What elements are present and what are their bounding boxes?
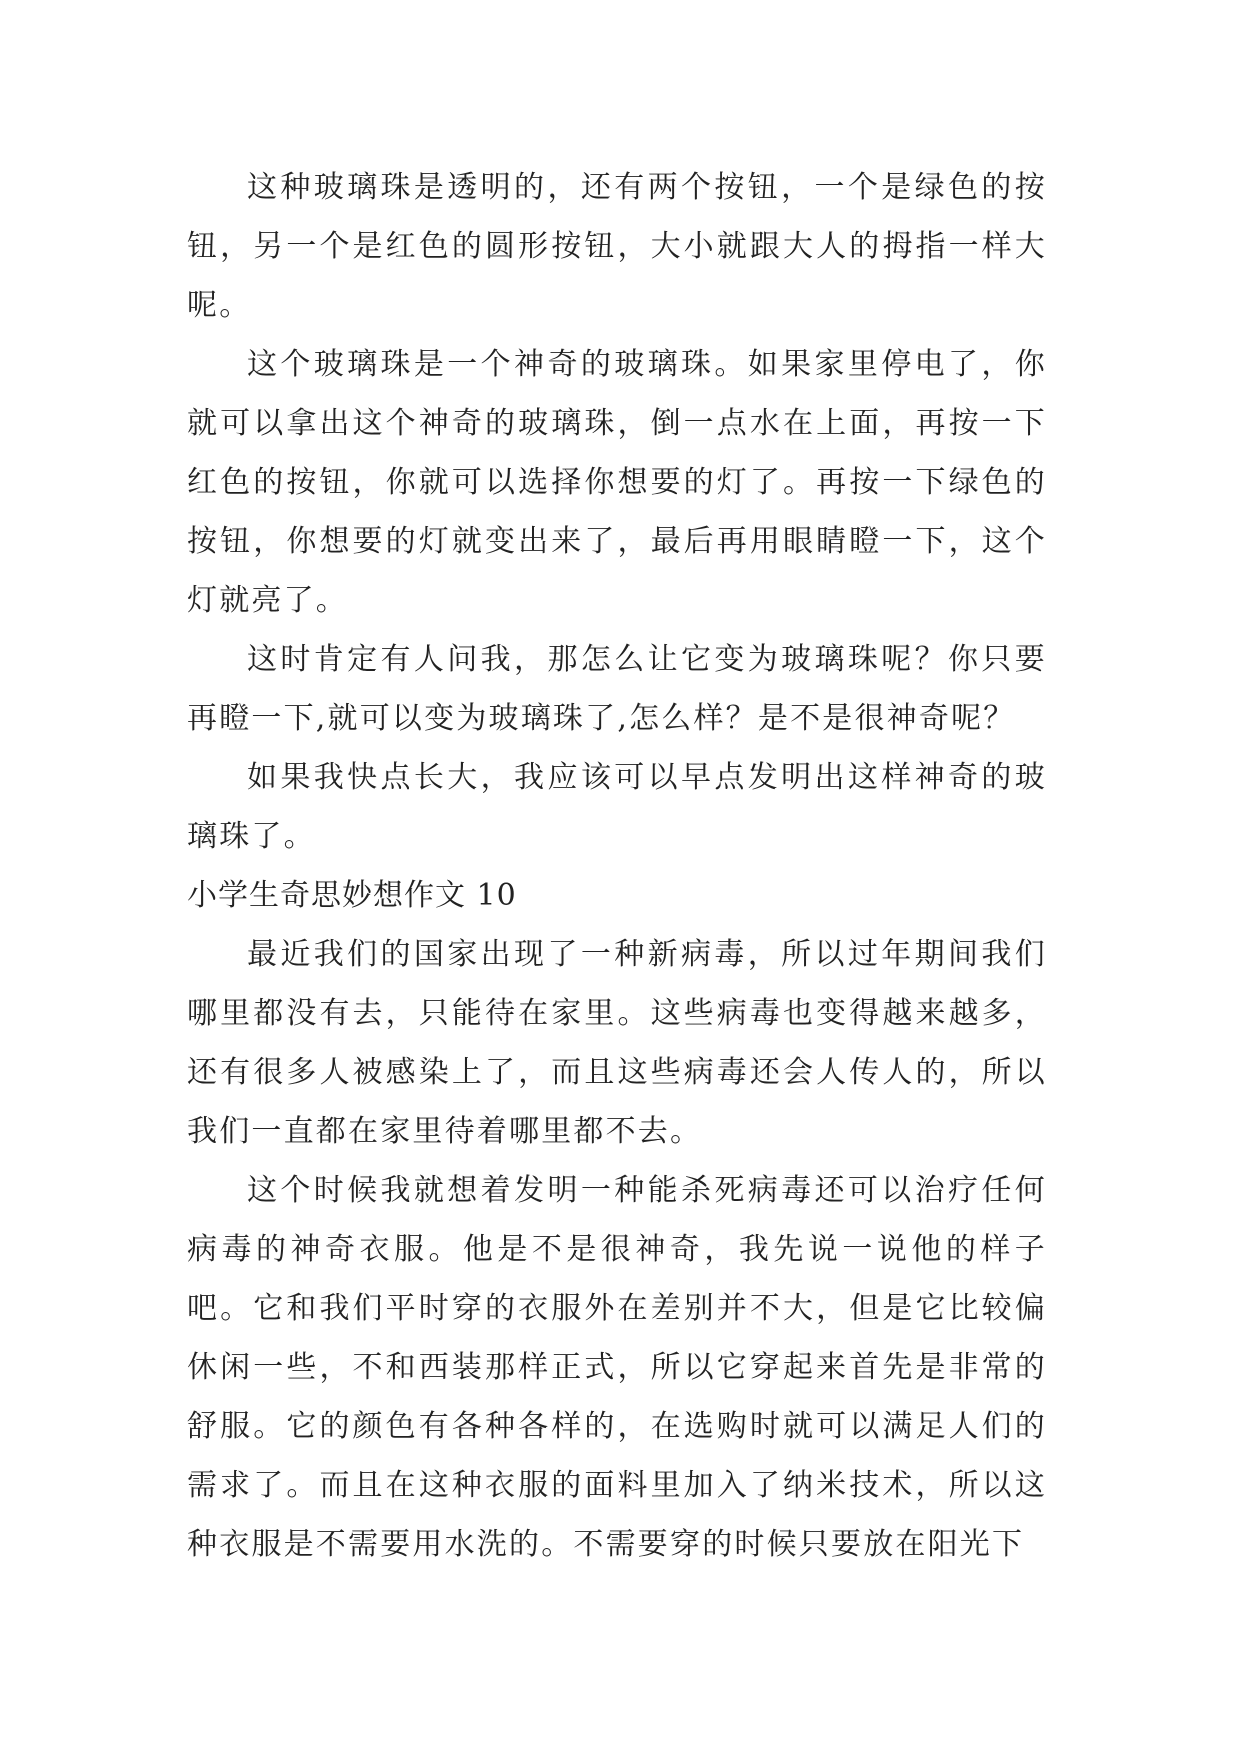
paragraph-glass-bead-question: 这时肯定有人问我，那怎么让它变为玻璃珠呢？你只要再瞪一下,就可以变为玻璃珠了,怎么样？是不是很神奇呢？ (187, 642, 1047, 736)
essay-heading: 小学生奇思妙想作文 10 (187, 878, 517, 913)
paragraph-virus-intro: 最近我们的国家出现了一种新病毒，所以过年期间我们哪里都没有去，只能待在家里。这些病毒也变得越来越多，还有很多人被感染上了，而且这些病毒还会人传人的，所以我们一直都在家里待着哪里都不去。 (187, 937, 1047, 1149)
paragraph-glass-bead-function: 这个玻璃珠是一个神奇的玻璃珠。如果家里停电了，你就可以拿出这个神奇的玻璃珠，倒一点水在上面，再按一下红色的按钮，你就可以选择你想要的灯了。再按一下绿色的按钮，你想要的灯就变出来了，最后再用眼睛瞪一下，这个灯就亮了。 (187, 347, 1047, 618)
paragraph-glass-bead-description: 这种玻璃珠是透明的，还有两个按钮，一个是绿色的按钮，另一个是红色的圆形按钮，大小就跟大人的拇指一样大呢。 (187, 170, 1047, 323)
paragraph-glass-bead-conclusion: 如果我快点长大，我应该可以早点发明出这样神奇的玻璃珠了。 (187, 760, 1047, 854)
paragraph-magic-clothes: 这个时候我就想着发明一种能杀死病毒还可以治疗任何病毒的神奇衣服。他是不是很神奇，我先说一说他的样子吧。它和我们平时穿的衣服外在差别并不大，但是它比较偏休闲一些，不和西装那样正式，所以它穿起来首先是非常的舒服。它的颜色有各种各样的，在选购时就可以满足人们的需求了。而且在这种衣服的面料里加入了纳米技术，所以这种衣服是不需要用水洗的。不需要穿的时候只要放在阳光下 (187, 1173, 1047, 1562)
document-body (187, 158, 1047, 1574)
